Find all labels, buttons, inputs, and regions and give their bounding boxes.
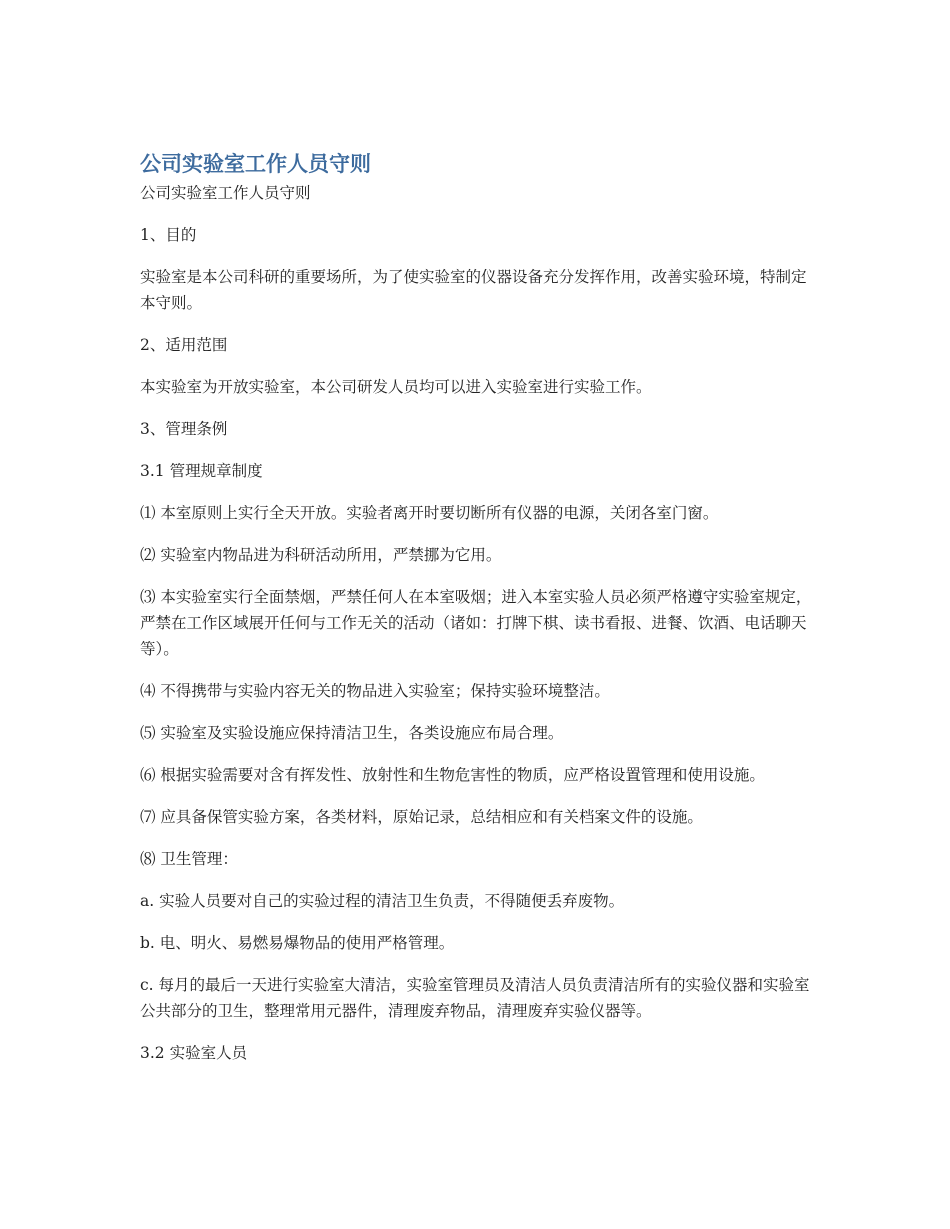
section-heading-scope: 2、适用范围 — [140, 336, 228, 354]
document-subtitle: 公司实验室工作人员守则 — [140, 184, 311, 202]
rule-item-6: ⑹ 根据实验需要对含有挥发性、放射性和生物危害性的物质，应严格设置管理和使用设施。 — [140, 766, 765, 784]
document-title: 公司实验室工作人员守则 — [140, 152, 371, 176]
section-heading-management: 3、管理条例 — [140, 420, 228, 438]
hygiene-item-c: c. 每月的最后一天进行实验室大清洁，实验室管理员及清洁人员负责清洁所有的实验仪器和实验室公共部分的卫生，整理常用元器件，清理废弃物品，清理废弃实验仪器等。 — [140, 976, 810, 1020]
rule-item-5: ⑸ 实验室及实验设施应保持清洁卫生，各类设施应布局合理。 — [140, 724, 564, 742]
rule-item-1: ⑴ 本室原则上实行全天开放。实验者离开时要切断所有仪器的电源，关闭各室门窗。 — [140, 504, 719, 522]
hygiene-item-a: a. 实验人员要对自己的实验过程的清洁卫生负责，不得随便丢弃废物。 — [140, 892, 625, 910]
rule-item-3: ⑶ 本实验室实行全面禁烟，严禁任何人在本室吸烟；进入本室实验人员必须严格遵守实验室规定，严禁在工作区域展开任何与工作无关的活动（诸如：打牌下棋、读书看报、进餐、饮酒、电话聊天等）。 — [140, 588, 812, 658]
rule-item-8: ⑻ 卫生管理： — [140, 850, 238, 868]
purpose-text: 实验室是本公司科研的重要场所，为了使实验室的仪器设备充分发挥作用，改善实验环境，特制定本守则。 — [140, 268, 807, 312]
subsection-heading-personnel: 3.2 实验室人员 — [140, 1044, 248, 1062]
rule-item-7: ⑺ 应具备保管实验方案，各类材料，原始记录，总结相应和有关档案文件的设施。 — [140, 808, 703, 826]
rule-item-2: ⑵ 实验室内物品进为科研活动所用，严禁挪为它用。 — [140, 546, 502, 564]
scope-text: 本实验室为开放实验室，本公司研发人员均可以进入实验室进行实验工作。 — [140, 378, 652, 396]
document-page — [140, 150, 820, 1066]
subsection-heading-rules: 3.1 管理规章制度 — [140, 462, 263, 480]
section-heading-purpose: 1、目的 — [140, 226, 197, 244]
hygiene-item-b: b. 电、明火、易燃易爆物品的使用严格管理。 — [140, 934, 455, 952]
rule-item-4: ⑷ 不得携带与实验内容无关的物品进入实验室；保持实验环境整洁。 — [140, 682, 610, 700]
